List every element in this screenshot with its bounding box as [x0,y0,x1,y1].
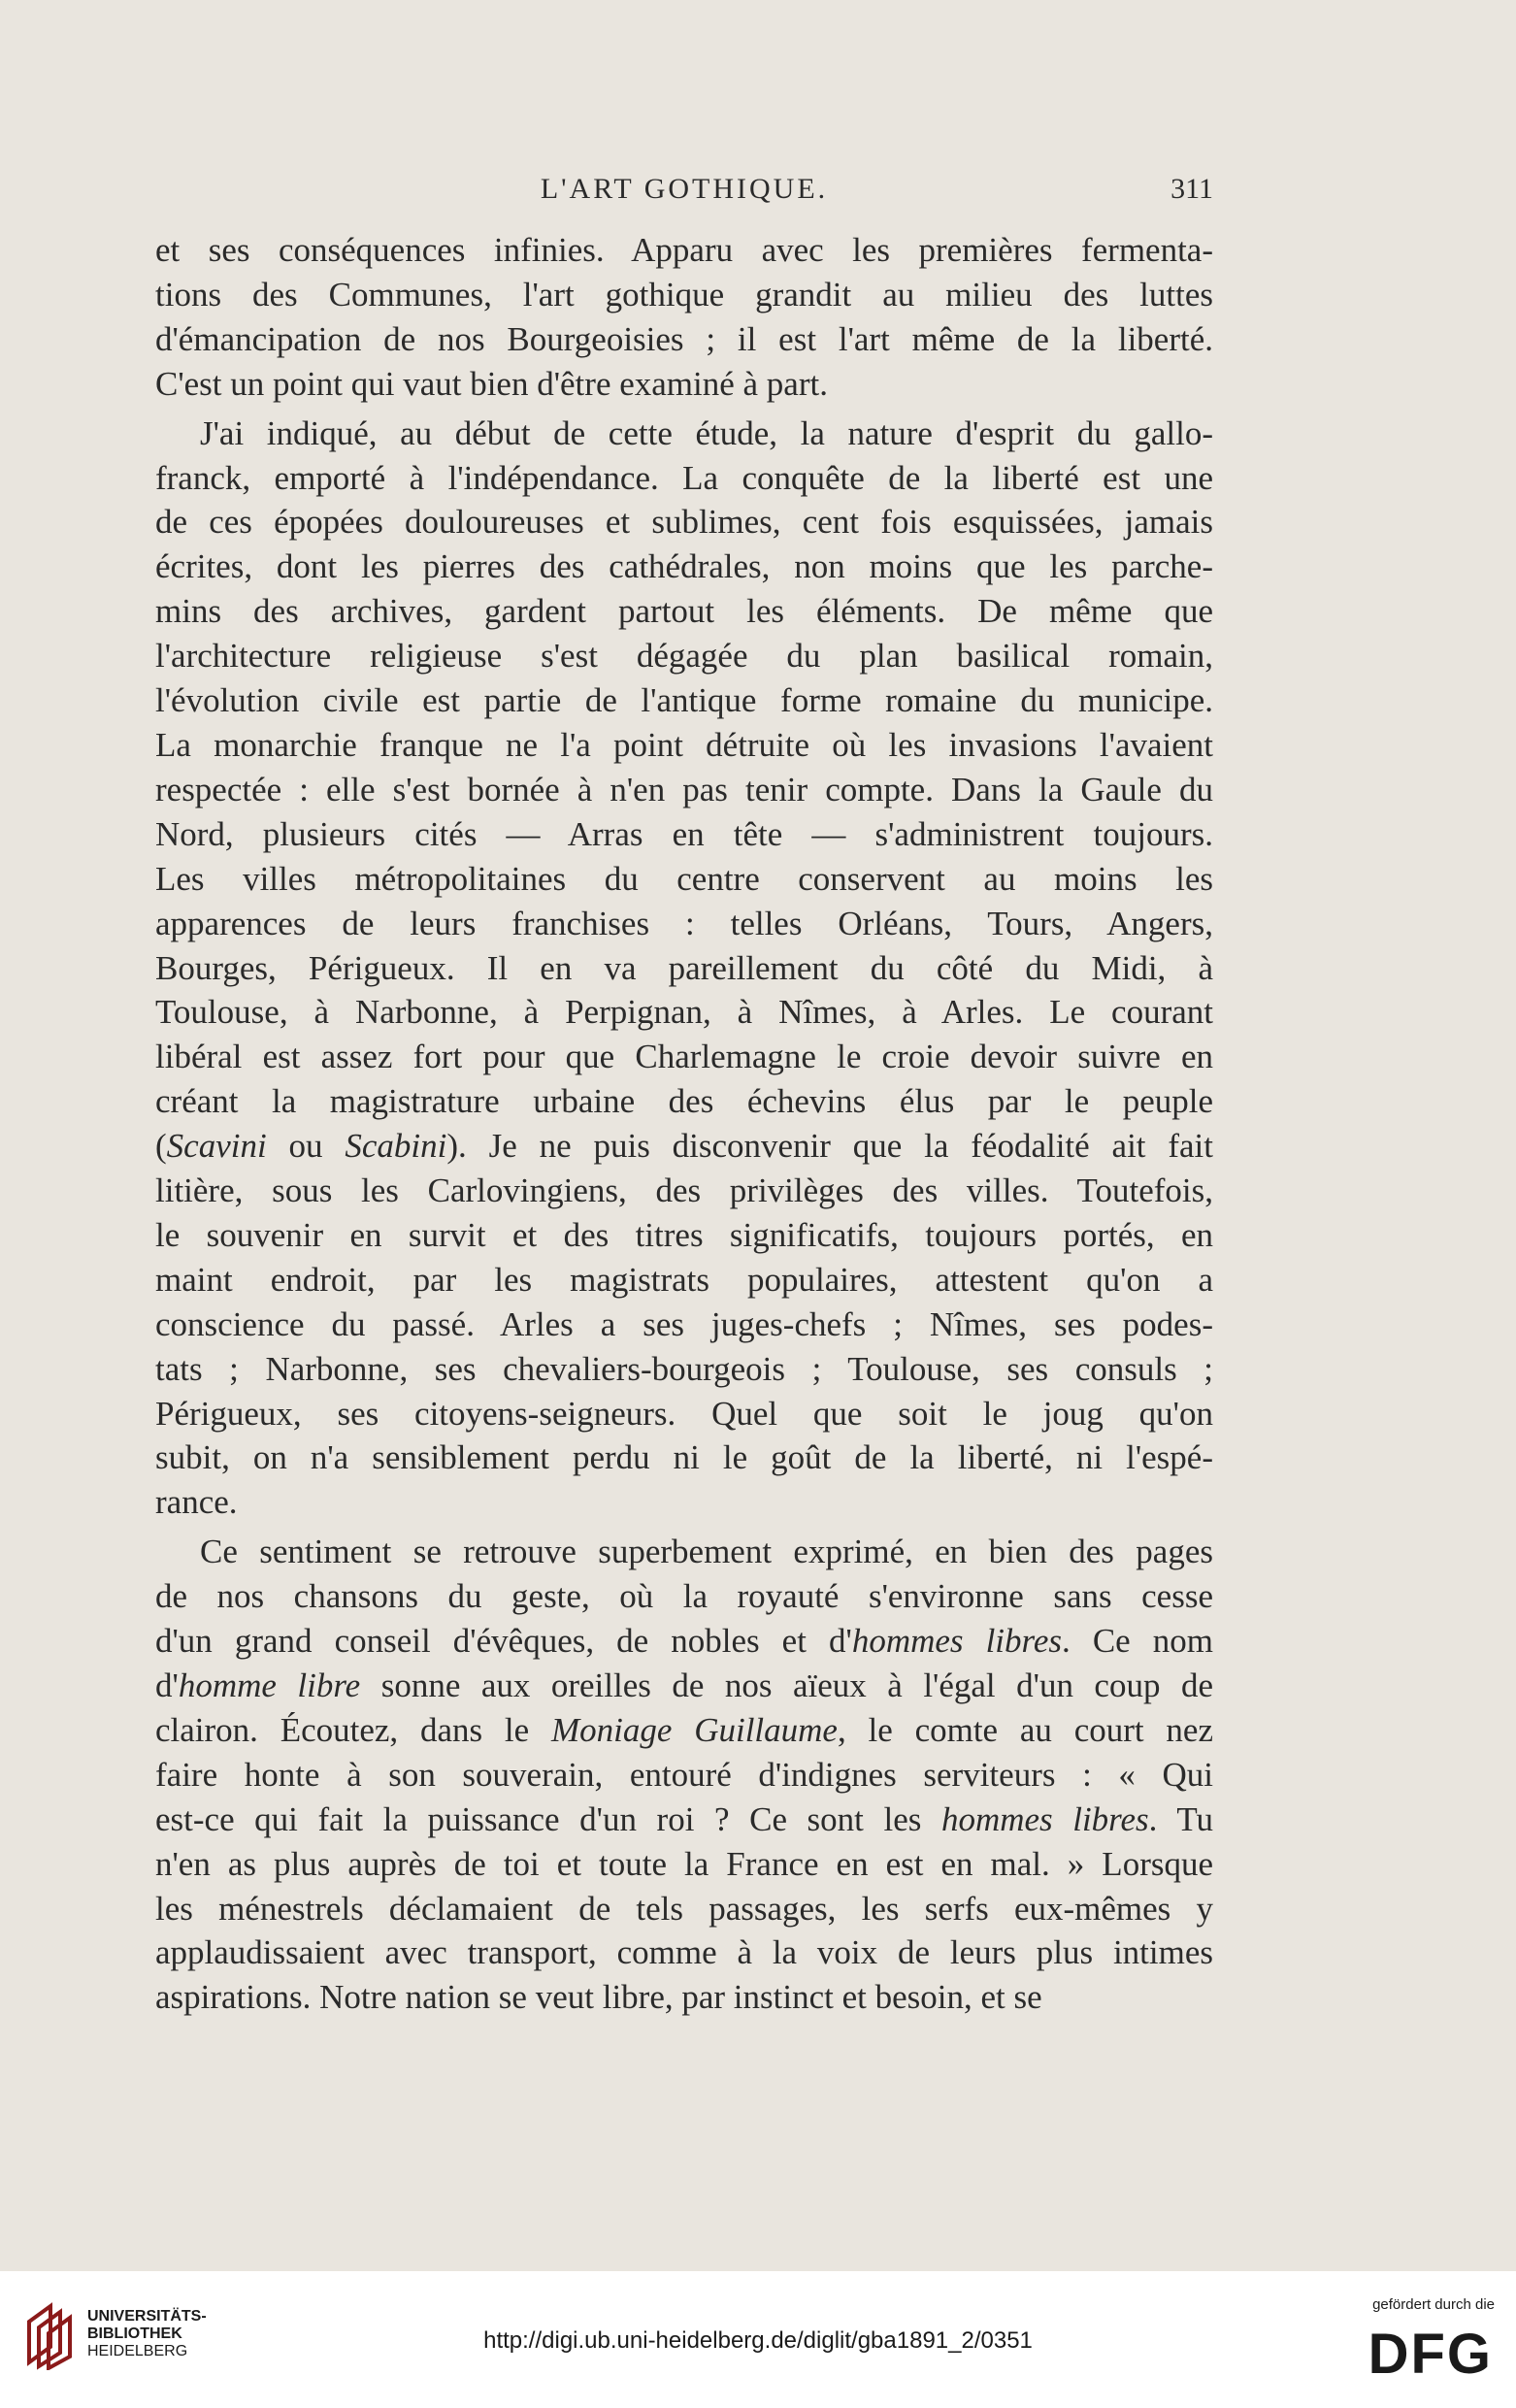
text-line: subit, on n'a sensiblement perdu ni le goût de la liberté, ni l'espé- [155,1438,1213,1477]
text-line: créant la magistrature urbaine des échevins élus par le peuple [155,1082,1213,1121]
library-name-line: BIBLIOTHEK [87,2326,182,2342]
text-line: apparences de leurs franchises : telles Orléans, Tours, Angers, [155,904,1213,942]
text-line: l'évolution civile est partie de l'antique forme romaine du municipe. [155,681,1213,720]
running-title: L'ART GOTHIQUE. [540,173,829,205]
text-line: d'émancipation de nos Bourgeoisies ; il est l'art même de la liberté. [155,319,1213,358]
text-line: litière, sous les Carlovingiens, des privilèges des villes. Toutefois, [155,1171,1213,1210]
text-line: maint endroit, par les magistrats populaires, attestent qu'on a [155,1260,1213,1299]
text-line: d'homme libre sonne aux oreilles de nos aïeux à l'égal d'un coup de [155,1666,1213,1704]
text-line: mins des archives, gardent partout les éléments. De même que [155,592,1213,631]
digitization-footer [0,2271,1516,2408]
text-line: Les villes métropolitaines du centre conservent au moins les [155,859,1213,898]
source-url-link[interactable]: http://digi.ub.uni-heidelberg.de/diglit/gba1891_2/0351 [483,2327,1033,2354]
text-line: applaudissaient avec transport, comme à la voix de leurs plus intimes [155,1933,1213,1972]
text-line: tions des Communes, l'art gothique grandit au milieu des luttes [155,275,1213,313]
source-url [0,2327,1516,2355]
text-line: conscience du passé. Arles a ses juges-chefs ; Nîmes, ses podes- [155,1304,1213,1343]
library-name-line: HEIDELBERG [87,2343,188,2359]
text-line: tats ; Narbonne, ses chevaliers-bourgeois ; Toulouse, ses consuls ; [155,1349,1213,1388]
text-line: écrites, dont les pierres des cathédrales, non moins que les parche- [155,547,1213,586]
text-line: est-ce qui fait la puissance d'un roi ? Ce sont les hommes libres. Tu [155,1799,1213,1838]
page-header [155,173,1213,212]
text-line: de nos chansons du geste, où la royauté s'environne sans cesse [155,1577,1213,1616]
text-line: n'en as plus auprès de toi et toute la France en est en mal. » Lorsque [155,1844,1213,1883]
text-line: rance. [155,1483,238,1522]
text-line: le souvenir en survit et des titres significatifs, toujours portés, en [155,1215,1213,1254]
text-line: respectée : elle s'est bornée à n'en pas tenir compte. Dans la Gaule du [155,770,1213,808]
funding-note: gefördert durch die [1372,2296,1495,2313]
text-line: C'est un point qui vaut bien d'être examiné à part. [155,364,828,403]
text-line: Bourges, Périgueux. Il en va pareillement du côté du Midi, à [155,948,1213,987]
text-line: libéral est assez fort pour que Charlemagne le croie devoir suivre en [155,1038,1213,1076]
text-line: Toulouse, à Narbonne, à Perpignan, à Nîmes, à Arles. Le courant [155,993,1213,1032]
text-line: aspirations. Notre nation se veut libre, par instinct et besoin, et se [155,1978,1042,2017]
library-name-line: UNIVERSITÄTS- [87,2308,207,2325]
text-line: d'un grand conseil d'évêques, de nobles et d'hommes libres. Ce nom [155,1622,1213,1661]
body-text [155,228,1213,2025]
paragraph [155,412,1213,1526]
text-line: clairon. Écoutez, dans le Moniage Guillaume, le comte au court nez [155,1710,1213,1749]
text-line: les ménestrels déclamaient de tels passages, les serfs eux-mêmes y [155,1889,1213,1928]
paragraph [155,1530,1213,2020]
text-line: J'ai indiqué, au début de cette étude, la nature d'esprit du gallo- [200,413,1213,452]
text-line: (Scavini ou Scabini). Je ne puis disconvenir que la féodalité ait fait [155,1127,1213,1166]
text-line: faire honte à son souverain, entouré d'indignes serviteurs : « Qui [155,1755,1213,1794]
text-line: Nord, plusieurs cités — Arras en tête — s'administrent toujours. [155,814,1213,853]
text-line: La monarchie franque ne l'a point détruite où les invasions l'avaient [155,725,1213,764]
text-line: Périgueux, ses citoyens-seigneurs. Quel que soit le joug qu'on [155,1394,1213,1433]
text-line: et ses conséquences infinies. Apparu avec les premières fermenta- [155,231,1213,269]
text-line: franck, emporté à l'indépendance. La conquête de la liberté est une [155,458,1213,497]
page-number: 311 [1170,173,1213,205]
dfg-logo: DFG [1368,2323,1493,2386]
text-line: l'architecture religieuse s'est dégagée du plan basilical romain, [155,637,1213,676]
text-line: de ces épopées douloureuses et sublimes, cent fois esquissées, jamais [155,503,1213,542]
text-line: Ce sentiment se retrouve superbement exprimé, en bien des pages [200,1533,1213,1571]
paragraph [155,228,1213,407]
